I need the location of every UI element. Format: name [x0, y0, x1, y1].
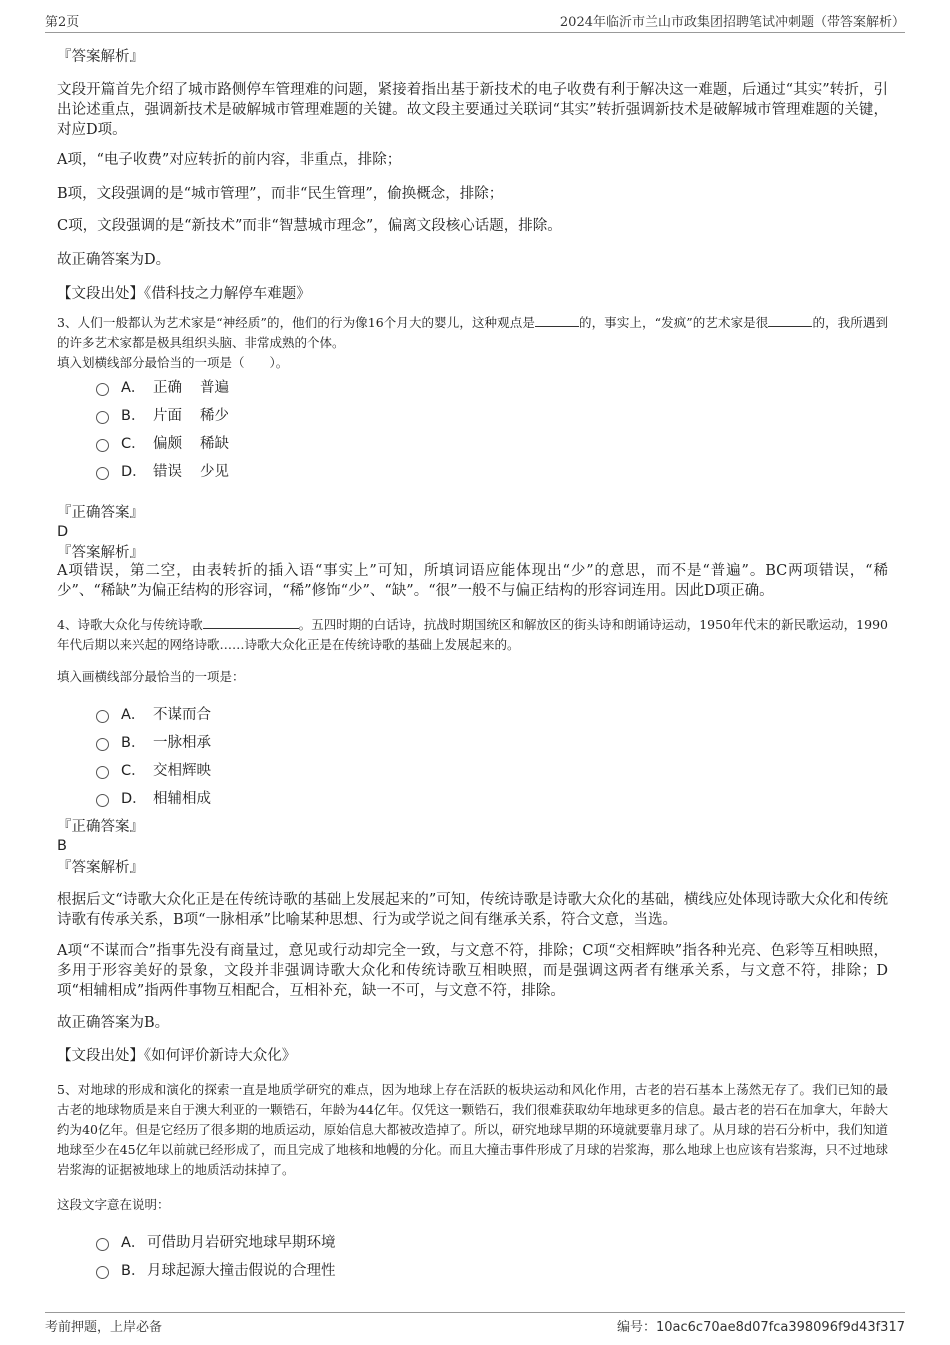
q5-option-a[interactable]: A． 可借助月岩研究地球早期环境 [96, 1227, 336, 1255]
footer-slogan: 考前押题，上岸必备 [45, 1320, 163, 1335]
q4-option-c[interactable]: C． 交相辉映 [96, 755, 211, 783]
radio-icon[interactable] [96, 1238, 109, 1251]
q2-analysis-label: 『答案解析』 [57, 49, 144, 65]
q2-analysis-paragraph-3: B项，文段强调的是“城市管理”，而非“民生管理”，偷换概念，排除； [57, 186, 504, 202]
q3-analysis-label: 『答案解析』 [57, 545, 144, 561]
q3-stem [57, 313, 888, 353]
radio-icon[interactable] [96, 738, 109, 751]
q2-analysis-paragraph-4: C项，文段强调的是“新技术”而非“智慧城市理念”，偏离文段核心话题，排除。 [57, 218, 562, 234]
q4-answer-label: 『正确答案』 [57, 819, 144, 835]
q4-option-d[interactable]: D． 相辅相成 [96, 783, 211, 811]
q4-stem-part-2: 。五四时期的白话诗，抗战时期国统区和解放区的街头诗和朗诵诗运动，1950年代末的新民歌运动，1990年代后期以来兴起的网络诗歌……诗歌大众化正是在传统诗歌的基础上发展起来的。 [57, 617, 888, 652]
q5-prompt: 这段文字意在说明： [57, 1197, 170, 1212]
q4-stem [57, 615, 888, 655]
radio-icon[interactable] [96, 766, 109, 779]
q3-stem-part-2: 的，事实上，“发疯”的艺术家是很 [578, 315, 769, 330]
q4-analysis-paragraph-2: A项“不谋而合”指事先没有商量过，意见或行动却完全一致，与文意不符，排除；C项“交相辉映”指各种光亮、色彩等互相映照，多用于形容美好的景象，文段并非强调诗歌大众化和传统诗歌互相映照，而是强调这两者有继承关系，与文意不符，排除；D项“相辅相成”指两件事物互相配合，互相补充，缺一不可，与文意不符，排除。 [57, 943, 888, 999]
q3-stem-part-3: 的，我所遇到的许多艺术家都是极具组织头脑、非常成熟的个体。 [57, 315, 888, 350]
radio-icon[interactable] [96, 467, 109, 480]
radio-icon[interactable] [96, 794, 109, 807]
q5-stem: 5、对地球的形成和演化的探索一直是地质学研究的难点，因为地球上存在活跃的板块运动和风化作用，古老的岩石基本上荡然无存了。我们已知的最古老的地球物质是来自于澳大利亚的一颗锆石，年龄为44亿年。仅凭这一颗锆石，我们很难获取幼年地球更多的信息。最古老的岩石在加拿大，年龄大约为40亿年。但是它经历了很多期的地质运动，原始信息大都被改造掉了。所以，研究地球早期的环境就要靠月球了。从月球的岩石分析中，我们知道地球至少在45亿年以前就已经形成了，而且完成了地核和地幔的分化。而且大撞击事件形成了月球的岩浆海，那么地球上也应该有岩浆海，只不过地球岩浆海的证据被地球上的地质活动抹掉了。 [57, 1082, 888, 1177]
q4-blank [203, 616, 299, 629]
q4-prompt: 填入画横线部分最恰当的一项是： [57, 669, 245, 684]
q3-option-c[interactable]: C． 偏颇 稀缺 [96, 428, 229, 456]
code-value: 10ac6c70ae8d07fca398096f9d43f317 [656, 1320, 905, 1335]
q4-options [96, 699, 211, 811]
q3-prompt: 填入划横线部分最恰当的一项是（ ）。 [57, 355, 289, 370]
radio-icon[interactable] [96, 439, 109, 452]
q3-option-d[interactable]: D． 错误 少见 [96, 456, 229, 484]
radio-icon[interactable] [96, 411, 109, 424]
q4-answer: B [57, 838, 67, 854]
document-code [617, 1316, 905, 1335]
page-footer [45, 1312, 905, 1337]
radio-icon[interactable] [96, 710, 109, 723]
q3-answer: D [57, 524, 69, 540]
q2-conclusion: 故正确答案为D。 [57, 252, 171, 268]
q4-analysis-label: 『答案解析』 [57, 860, 144, 876]
q3-option-a[interactable]: A． 正确 普遍 [96, 372, 229, 400]
q3-blank-1 [535, 314, 579, 327]
q4-option-a[interactable]: A． 不谋而合 [96, 699, 211, 727]
q4-option-b[interactable]: B． 一脉相承 [96, 727, 211, 755]
q5-options [96, 1227, 336, 1283]
q2-analysis-paragraph-2: A项，“电子收费”对应转折的前内容，非重点，排除； [57, 152, 402, 168]
code-label: 编号： [616, 1320, 656, 1335]
radio-icon[interactable] [96, 1266, 109, 1279]
q3-answer-label: 『正确答案』 [57, 505, 144, 521]
q4-source: 【文段出处】《如何评价新诗大众化》 [57, 1048, 297, 1064]
page-number: 第2页 [45, 15, 80, 30]
q3-blank-2 [768, 314, 812, 327]
document-title: 2024年临沂市兰山市政集团招聘笔试冲刺题（带答案解析） [559, 15, 905, 30]
q4-analysis-paragraph-1: 根据后文“诗歌大众化正是在传统诗歌的基础上发展起来的”可知，传统诗歌是诗歌大众化的基础，横线应处体现诗歌大众化和传统诗歌有传承关系，B项“一脉相承”比喻某种思想、行为或学说之间有继承关系，符合文意，当选。 [57, 892, 888, 928]
q2-analysis-paragraph-1: 文段开篇首先介绍了城市路侧停车管理难的问题，紧接着指出基于新技术的电子收费有利于解决这一难题，后通过“其实”转折，引出论述重点，强调新技术是破解城市管理难题的关键。故文段主要通过关联词“其实”转折强调新技术是破解城市管理难题的关键，对应D项。 [57, 82, 888, 138]
q3-option-b[interactable]: B． 片面 稀少 [96, 400, 229, 428]
page-header [45, 8, 905, 33]
q4-conclusion: 故正确答案为B。 [57, 1015, 170, 1031]
q3-stem-part-1: 3、人们一般都认为艺术家是“神经质”的，他们的行为像16个月大的婴儿，这种观点是 [57, 315, 535, 330]
q3-analysis: A项错误，第二空，由表转折的插入语“事实上”可知，所填词语应能体现出“少”的意思，而不是“普遍”。BC两项错误，“稀少”、“稀缺”为偏正结构的形容词，“稀”修饰“少”、“缺”。“很”一般不与偏正结构的形容词连用。因此D项正确。 [57, 563, 888, 599]
q3-options [96, 372, 229, 484]
q4-stem-part-1: 4、诗歌大众化与传统诗歌 [57, 617, 203, 632]
q2-source: 【文段出处】《借科技之力解停车难题》 [57, 286, 311, 302]
radio-icon[interactable] [96, 383, 109, 396]
q5-option-b[interactable]: B． 月球起源大撞击假说的合理性 [96, 1255, 336, 1283]
